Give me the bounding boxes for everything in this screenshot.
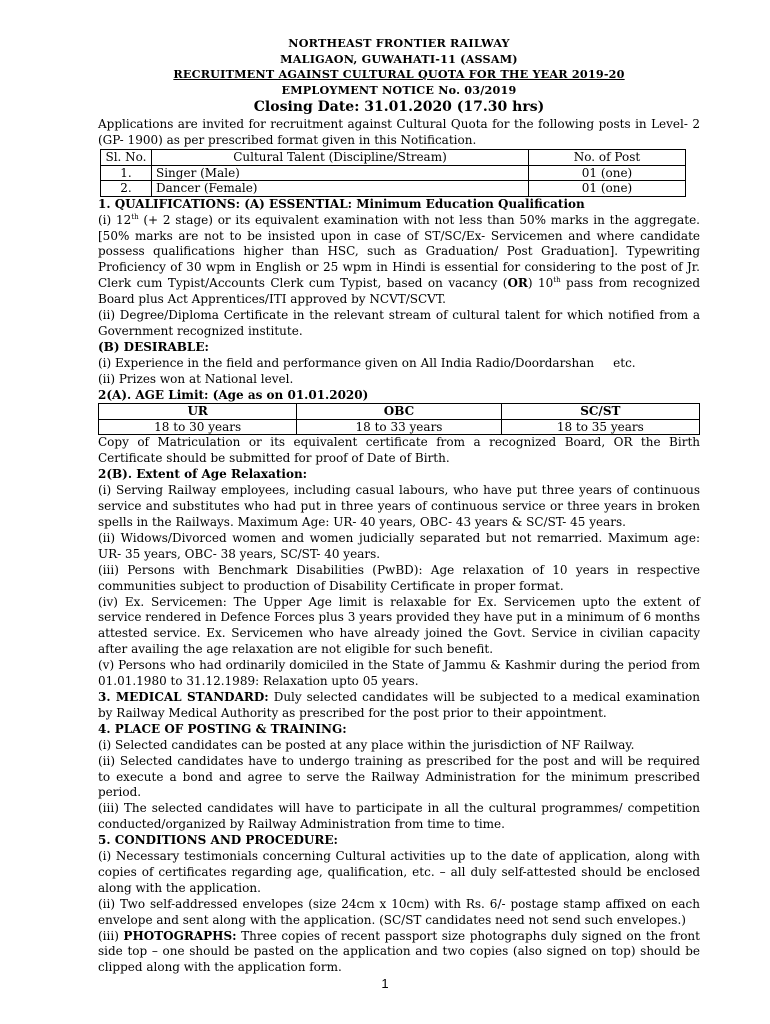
relaxation-item: (ii) Widows/Divorced women and women judicially separated but not remarried. Maximum age: UR- 35 years, OBC- 38 years, SC/ST- 40 years. [98, 530, 700, 561]
notice-page [98, 36, 700, 976]
age-relaxation-heading: 2(B). Extent of Age Relaxation: [98, 467, 308, 482]
col-ur: UR [99, 404, 297, 420]
col-cultural-talent: Cultural Talent (Discipline/Stream) [152, 150, 529, 166]
relaxation-item: (iii) Persons with Benchmark Disabilities (PwBD): Age relaxation of 10 years in respective communities subject to production of Disability Certificate in proper format. [98, 562, 700, 593]
cell-obc-age: 18 to 33 years [297, 419, 501, 435]
desirable-heading: (B) DESIRABLE: [98, 339, 209, 354]
essential-qualification-i [98, 213, 700, 308]
medical-standard-heading: 3. MEDICAL STANDARD: [98, 689, 269, 704]
page-number: 1 [381, 976, 389, 991]
posting-item: (i) Selected candidates can be posted at any place within the jurisdiction of NF Railway. [98, 737, 635, 752]
cell-sl-no: 2. [101, 181, 152, 197]
cell-post-count: 01 (one) [529, 181, 686, 197]
recruitment-title: RECRUITMENT AGAINST CULTURAL QUOTA FOR THE YEAR 2019-20 [173, 67, 625, 82]
age-limit-table [98, 403, 700, 435]
photographs-label: PHOTOGRAPHS: [123, 928, 237, 943]
condition-item: (i) Necessary testimonials concerning Cultural activities up to the date of application, along with copies of certificates regarding age, qualification, etc. – all duly self-attested should be enclosed along with the application. [98, 849, 700, 895]
railway-name: NORTHEAST FRONTIER RAILWAY [288, 36, 510, 50]
text-run: (i) 12 [98, 212, 132, 227]
text-run: pass from recognized Board plus Act Apprentices/ITI approved by NCVT/SCVT. [98, 276, 700, 307]
table-header-row [101, 150, 686, 166]
text-run: (+ 2 stage) or its equivalent examination with not less than 50% marks in the aggregate. [50% marks are not to be insisted upon in case of ST/SC/Ex- Servicemen and where candidate possess qualifications higher than HSC, such as Graduation/ Post Graduation]. Typewriting Proficiency of 30 wpm in English or 25 wpm in Hindi is essential for considering to the post of Jr. Clerk cum Typist/Accounts Clerk cum Typist, based on vacancy ( [98, 212, 700, 291]
cell-sl-no: 1. [101, 165, 152, 181]
superscript: th [131, 212, 139, 221]
age-limit-heading: 2(A). AGE Limit: (Age as on 01.01.2020) [98, 387, 369, 402]
posting-item: (ii) Selected candidates have to undergo training as prescribed for the post and will be required to execute a bond and agree to serve the Railway Administration for the minimum prescribed period. [98, 753, 700, 800]
or-emphasis: OR [507, 276, 528, 291]
relaxation-item: (iv) Ex. Servicemen: The Upper Age limit is relaxable for Ex. Servicemen upto the extent of service rendered in Defence Forces plus 3 years provided they have put in a minimum of 6 months attested service. Ex. Servicemen who have already joined the Govt. Service in civilian capacity after availing the age relaxation are not eligible for such benefit. [98, 594, 700, 657]
cell-post-count: 01 (one) [529, 165, 686, 181]
cell-ur-age: 18 to 30 years [99, 419, 297, 435]
col-sl-no: Sl. No. [101, 150, 152, 166]
notice-number: EMPLOYMENT NOTICE No. 03/2019 [281, 82, 517, 97]
conditions-heading: 5. CONDITIONS AND PROCEDURE: [98, 833, 338, 848]
table-row [99, 419, 700, 435]
closing-date: Closing Date: 31.01.2020 (17.30 hrs) [253, 99, 545, 116]
intro-paragraph: Applications are invited for recruitment against Cultural Quota for the following posts in Level- 2 (GP- 1900) as per prescribed format given in this Notification. [98, 117, 700, 148]
table-row [101, 181, 686, 197]
essential-qualification-ii: (ii) Degree/Diploma Certificate in the relevant stream of cultural talent for which notified from a Government recognized institute. [98, 308, 700, 338]
dob-proof-note: Copy of Matriculation or its equivalent certificate from a recognized Board, OR the Birth Certificate should be submitted for proof of Date of Birth. [98, 435, 700, 466]
relaxation-item: (v) Persons who had ordinarily domiciled in the State of Jammu & Kashmir during the period from 01.01.1980 to 31.12.1989: Relaxation upto 05 years. [98, 658, 700, 689]
cell-talent: Dancer (Female) [152, 181, 529, 197]
office-address: MALIGAON, GUWAHATI-11 (ASSAM) [280, 51, 518, 66]
text-run: (iii) [98, 928, 124, 943]
cell-talent: Singer (Male) [152, 165, 529, 181]
table-row [101, 165, 686, 181]
qualifications-heading: 1. QUALIFICATIONS: (A) ESSENTIAL: Minimum Education Qualification [98, 196, 585, 211]
desirable-i: (i) Experience in the field and performance given on All India Radio/Doordarshan etc. [98, 355, 636, 370]
desirable-ii: (ii) Prizes won at National level. [98, 371, 294, 386]
superscript: th [553, 276, 561, 285]
posting-item: (iii) The selected candidates will have to participate in all the cultural programmes/ competition conducted/organized by Railway Administration from time to time. [98, 801, 700, 832]
text-run: ) 10 [527, 276, 554, 291]
col-obc: OBC [297, 404, 501, 420]
col-no-of-post: No. of Post [529, 150, 686, 166]
relaxation-item: (i) Serving Railway employees, including casual labours, who have put three years of continuous service and substitutes who had put in three years of continuous service or three years in broken spells in the Railways. Maximum Age: UR- 40 years, OBC- 43 years & SC/ST- 45 years. [98, 483, 700, 529]
col-scst: SC/ST [501, 404, 699, 420]
medical-standard [98, 690, 700, 722]
cell-scst-age: 18 to 35 years [501, 419, 699, 435]
posts-table [100, 149, 686, 197]
text-run: Duly selected candidates will be subjected to a medical examination by Railway Medical Authority as prescribed for the post prior to their appointment. [98, 689, 700, 720]
condition-item: (ii) Two self-addressed envelopes (size 24cm x 10cm) with Rs. 6/- postage stamp affixed on each envelope and sent along with the application. (SC/ST candidates need not send such envelopes.) [98, 896, 700, 927]
condition-item [98, 929, 700, 977]
text-run: Three copies of recent passport size photographs duly signed on the front side top – one should be pasted on the application and two copies (also signed on top) should be clipped along with the application form. [98, 928, 700, 975]
posting-training-heading: 4. PLACE OF POSTING & TRAINING: [98, 721, 347, 736]
table-header-row [99, 404, 700, 420]
